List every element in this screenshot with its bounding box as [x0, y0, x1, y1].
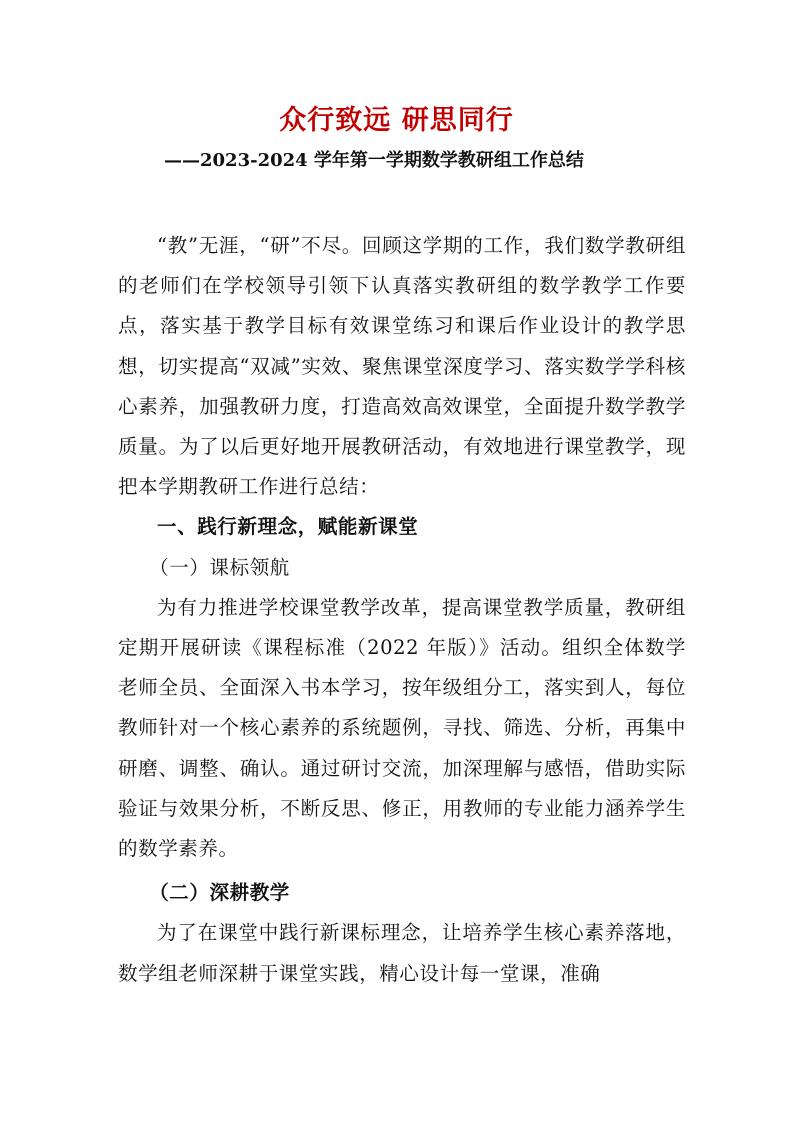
subsection-heading-1: （一）课标领航 [149, 555, 290, 579]
intro-paragraph: “教”无涯，“研”不尽。回顾这学期的工作，我们数学教研组的老师们在学校领导引领下认真落实教研组的数学教学工作要点，落实基于教学目标有效课堂练习和课后作业设计的教学思想，切实提高“双减”实效、聚焦课堂深度学习、落实数学学科核心素养，加强教研力度，打造高效高效课堂，全面提升数学教学质量。为了以后更好地开展教研活动，有效地进行课堂教学，现把本学期教研工作进行总结： [118, 234, 686, 499]
subsection-heading-2: （二）深耕教学 [149, 881, 290, 905]
document-body [118, 226, 686, 994]
section-heading-1: 一、践行新理念，赋能新课堂 [157, 515, 419, 539]
subsection-1-paragraph: 为有力推进学校课堂教学改革，提高课堂教学质量，教研组定期开展研读《课程标准（2022 年版）》活动。组织全体数学老师全员、全面深入书本学习，按年级组分工，落实到人，每位教师针对一个核心素养的系统题例，寻找、筛选、分析，再集中研磨、调整、确认。通过研讨交流，加深理解与感悟，借助实际验证与效果分析，不断反思、修正，用教师的专业能力涵养学生的数学素养。 [118, 595, 686, 861]
document-title: 众行致远 研思同行 [279, 105, 514, 136]
document-subtitle: ——2023-2024 学年第一学期数学教研组工作总结 [164, 150, 584, 171]
subsection-2-paragraph: 为了在课堂中践行新课标理念，让培养学生核心素养落地，数学组老师深耕于课堂实践，精心设计每一堂课，准确 [118, 921, 686, 985]
